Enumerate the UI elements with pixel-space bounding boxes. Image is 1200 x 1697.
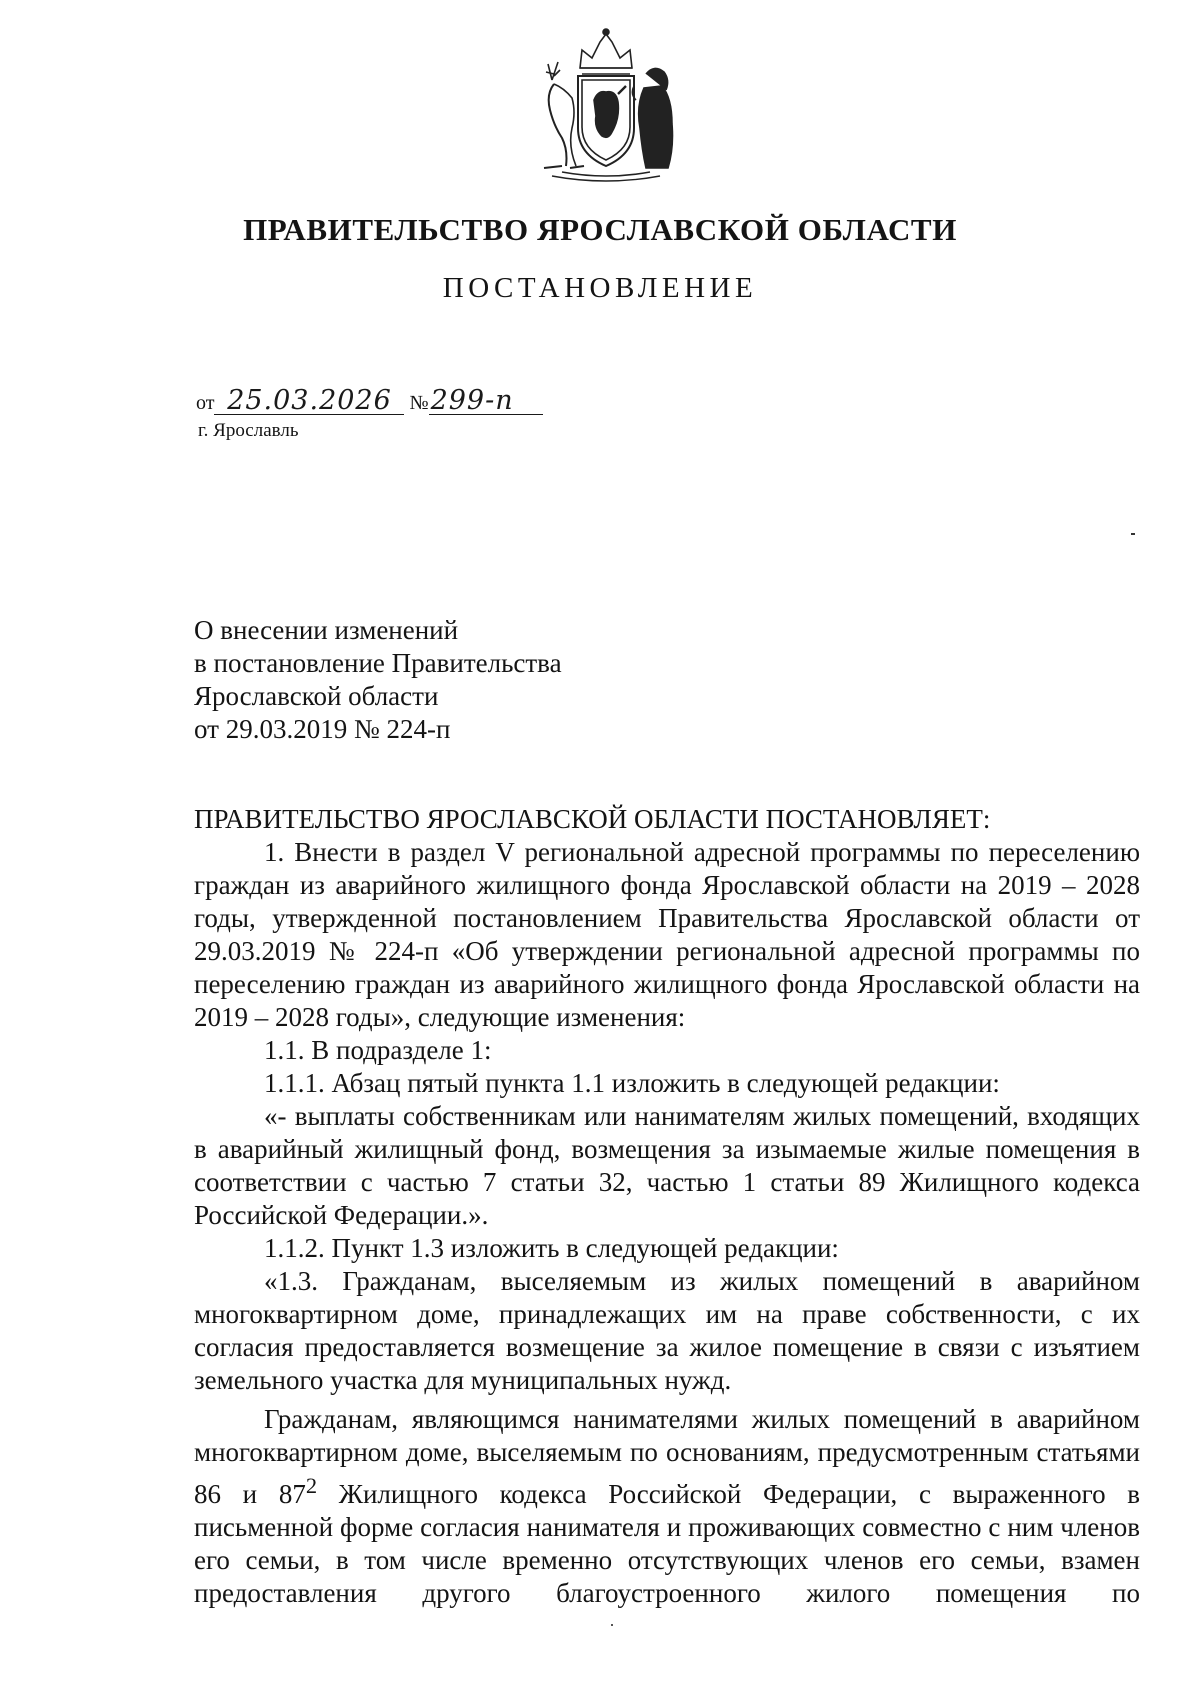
handwritten-number: 299-п	[429, 388, 543, 415]
government-title: ПРАВИТЕЛЬСТВО ЯРОСЛАВСКОЙ ОБЛАСТИ	[243, 212, 957, 247]
handwritten-date: 25.03.2026	[214, 388, 404, 415]
tenants-text-a: Гражданам, являющимся нанимателями жилых помещений в аварийном многоквартирном доме, выселяемым по основаниям, предусмотренным статьями 86 и 87	[194, 1404, 1140, 1509]
subject-line: О внесении изменений	[194, 615, 459, 645]
document-subject	[194, 614, 562, 746]
resolution-lead: ПРАВИТЕЛЬСТВО ЯРОСЛАВСКОЙ ОБЛАСТИ ПОСТАНОВЛЯЕТ:	[194, 804, 991, 834]
coat-of-arms-emblem	[532, 28, 680, 186]
document-body	[194, 803, 1140, 1610]
paragraph-1-3: «1.3. Гражданам, выселяемым из жилых помещений в аварийном многоквартирном доме, принадлежащих им на праве собственности, с их согласия предоставляется возмещение за жилое помещение в связи с изъятием земельного участка для муниципальных нужд.	[194, 1266, 1140, 1395]
subject-line: Ярославской области	[194, 681, 439, 711]
paragraph-tenants	[194, 1403, 1140, 1610]
scan-dot	[611, 1624, 613, 1626]
number-prefix: №	[409, 392, 429, 414]
scan-mark	[1131, 533, 1135, 535]
paragraph-1-1: 1.1. В подразделе 1:	[264, 1035, 492, 1065]
date-prefix: от	[196, 392, 215, 414]
paragraph-1-1-1: 1.1.1. Абзац пятый пункта 1.1 изложить в следующей редакции:	[264, 1068, 1000, 1098]
tenants-text-b: Жилищного кодекса Российской Федерации, с выраженного в письменной форме согласия нанимателя и проживающих совместно с ним членов его семьи, в том числе временно отсутствующих членов его семьи, взамен предоставления другого благоустроенного жилого помещения по	[194, 1479, 1141, 1608]
subject-line: от 29.03.2019 № 224-п	[194, 714, 451, 744]
paragraph-1: 1. Внести в раздел V региональной адресной программы по переселению граждан из аварийного жилищного фонда Ярославской области на 2019 – 2028 годы, утвержденной постановлением Правительства Ярославской области от 29.03.2019 № 224-п «Об утверждении региональной адресной программы по переселению граждан из аварийного жилищного фонда Ярославской области на 2019 – 2028 годы», следующие изменения:	[194, 837, 1140, 1032]
date-number-line	[196, 385, 543, 418]
subject-line: в постановление Правительства	[194, 648, 562, 678]
city-label: г. Ярославль	[198, 420, 299, 441]
paragraph-1-1-2: 1.1.2. Пункт 1.3 изложить в следующей редакции:	[264, 1233, 839, 1263]
document-type: ПОСТАНОВЛЕНИЕ	[442, 272, 758, 304]
article-superscript: 2	[305, 1473, 318, 1498]
paragraph-quote-1: «- выплаты собственникам или нанимателям жилых помещений, входящих в аварийный жилищный фонд, возмещения за изымаемые жилые помещения в соответствии с частью 7 статьи 32, частью 1 статьи 89 Жилищного кодекса Российской Федерации.».	[194, 1101, 1140, 1230]
